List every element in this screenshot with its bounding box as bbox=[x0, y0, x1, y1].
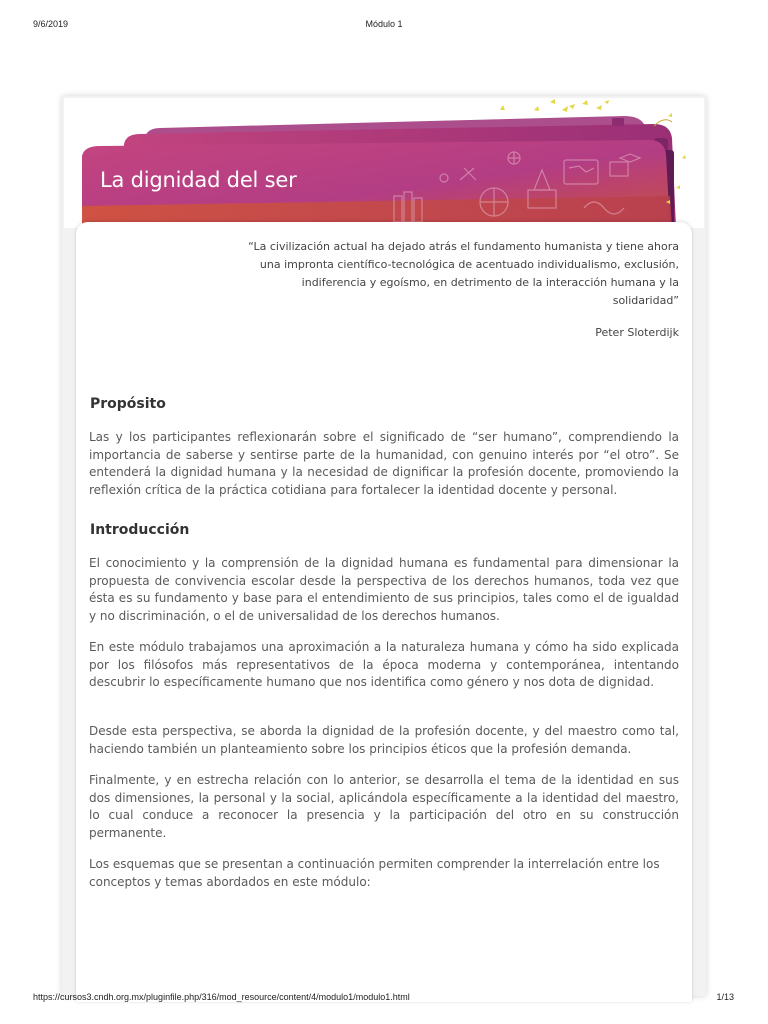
module-banner bbox=[64, 98, 704, 228]
paragraph-intro-5: Los esquemas que se presentan a continuación permiten comprender la interrelación entre los conceptos y temas abordados en este módulo: bbox=[89, 857, 660, 889]
banner-illustration bbox=[64, 98, 704, 228]
paragraph-intro-1: El conocimiento y la comprensión de la dignidad humana es fundamental para dimensionar la propuesta de convivencia escolar desde la perspectiva de los derechos humanos, toda vez que ésta es su fundamento y base para el entendimiento de sus principios, tales como el de igualdad y no discriminación, o el de universalidad de los derechos humanos. bbox=[89, 556, 679, 623]
print-title: Módulo 1 bbox=[365, 19, 403, 29]
paragraph-proposito: Las y los participantes reflexionarán sobre el significado de “ser humano”, comprendiendo la importancia de saberse y sentirse parte de la humanidad, con genuino interés por “el otro”. Se entenderá la dignidad humana y la necesidad de dignificar la profesión docente, promoviendo la reflexión crítica de la práctica cotidiana para fortalecer la identidad docente y personal. bbox=[89, 430, 679, 497]
paragraph-intro-2: En este módulo trabajamos una aproximación a la naturaleza humana y cómo ha sido explicada por los filósofos más representativos de la época moderna y contemporánea, intentando descubrir lo específicamente humano que nos identifica como género y nos dota de dignidad. bbox=[89, 640, 679, 689]
paragraph-intro-4: Finalmente, y en estrecha relación con lo anterior, se desarrolla el tema de la identidad en sus dos dimensiones, la personal y la social, aplicándola específicamente a la identidad del maestro, lo cual conduce a reconocer la presencia y la participación del otro en su construcción permanente. bbox=[89, 773, 679, 840]
paragraph-intro-3: Desde esta perspectiva, se aborda la dignidad de la profesión docente, y del maestro como tal, haciendo también un planteamiento sobre los principios éticos que la profesión demanda. bbox=[89, 724, 679, 756]
print-page-number: 1/13 bbox=[716, 992, 734, 1002]
print-footer bbox=[0, 992, 768, 1004]
print-header bbox=[0, 19, 768, 31]
epigraph-author: Peter Sloterdijk bbox=[595, 326, 679, 339]
print-url: https://cursos3.cndh.org.mx/pluginfile.php/316/mod_resource/content/4/modulo1/modulo1.html bbox=[33, 992, 410, 1002]
print-date: 9/6/2019 bbox=[33, 19, 69, 29]
section-heading-proposito: Propósito bbox=[90, 396, 166, 412]
epigraph-quote: “La civilización actual ha dejado atrás el fundamento humanista y tiene ahora una impronta científico-tecnológica de acentuado individualismo, exclusión, indiferencia y egoísmo, en detrimento de la interacción humana y la solidaridad” bbox=[248, 240, 679, 307]
banner-title: La dignidad del ser bbox=[100, 168, 297, 192]
section-heading-introduccion: Introducción bbox=[90, 522, 190, 538]
